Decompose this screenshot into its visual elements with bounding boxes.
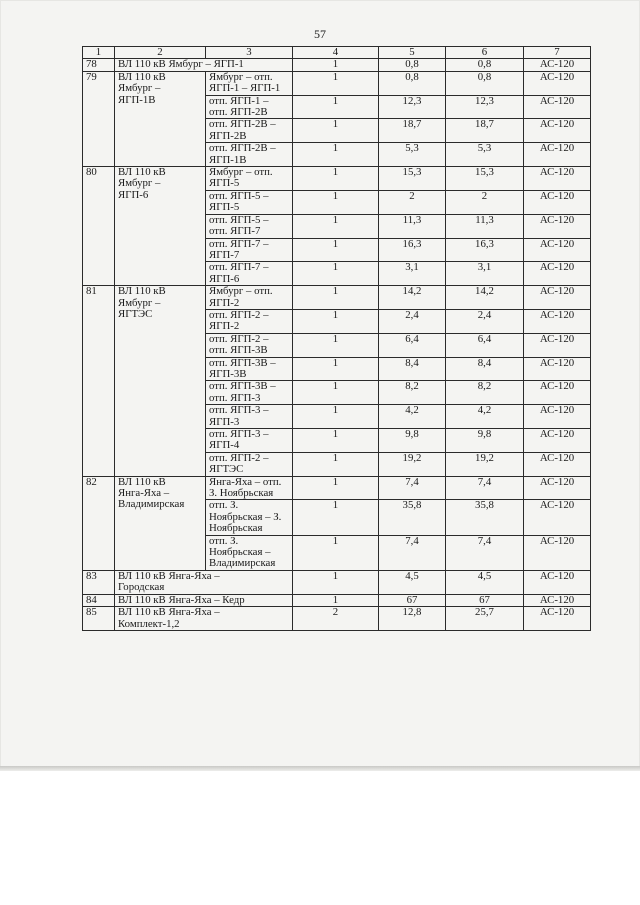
table-row — [83, 167, 591, 191]
segment-route: отп. ЯГП-7 – ЯГП-6 — [206, 262, 293, 286]
total-length: 3,1 — [446, 262, 524, 286]
wire-grade: АС-120 — [524, 59, 591, 71]
total-length: 9,8 — [446, 429, 524, 453]
total-length: 8,4 — [446, 357, 524, 381]
segment-length: 35,8 — [379, 500, 446, 535]
segment-route: отп. ЯГП-2В – ЯГП-1В — [206, 143, 293, 167]
circuit-count: 1 — [293, 429, 379, 453]
segment-length: 6,4 — [379, 333, 446, 357]
total-length: 4,2 — [446, 405, 524, 429]
circuit-count: 1 — [293, 143, 379, 167]
wire-grade: АС-120 — [524, 95, 591, 119]
segment-length: 8,2 — [379, 381, 446, 405]
column-header: 3 — [206, 47, 293, 59]
segment-length: 9,8 — [379, 429, 446, 453]
line-name: ВЛ 110 кВ Ямбург – ЯГТЭС — [115, 286, 206, 477]
circuit-count: 1 — [293, 594, 379, 606]
total-length: 14,2 — [446, 286, 524, 310]
total-length: 35,8 — [446, 500, 524, 535]
page-number: 57 — [314, 27, 326, 41]
column-header: 4 — [293, 47, 379, 59]
segment-route: Ямбург – отп. ЯГП-2 — [206, 286, 293, 310]
total-length: 7,4 — [446, 476, 524, 500]
circuit-count: 1 — [293, 95, 379, 119]
segment-route: Ямбург – отп. ЯГП-1 – ЯГП-1 — [206, 71, 293, 95]
row-number: 79 — [83, 71, 115, 166]
wire-grade: АС-120 — [524, 429, 591, 453]
table-row — [83, 476, 591, 500]
column-header: 1 — [83, 47, 115, 59]
circuit-count: 1 — [293, 333, 379, 357]
total-length: 11,3 — [446, 214, 524, 238]
segment-route: отп. ЯГП-5 – ЯГП-5 — [206, 190, 293, 214]
circuit-count: 1 — [293, 309, 379, 333]
power-lines-table — [82, 46, 591, 631]
total-length: 16,3 — [446, 238, 524, 262]
table-row — [83, 607, 591, 631]
total-length: 18,7 — [446, 119, 524, 143]
total-length: 8,2 — [446, 381, 524, 405]
segment-route: отп. ЯГП-2 – ЯГТЭС — [206, 452, 293, 476]
total-length: 19,2 — [446, 452, 524, 476]
row-number: 82 — [83, 476, 115, 570]
circuit-count: 1 — [293, 535, 379, 570]
segment-length: 4,2 — [379, 405, 446, 429]
wire-grade: АС-120 — [524, 71, 591, 95]
table-row — [83, 59, 591, 71]
wire-grade: АС-120 — [524, 214, 591, 238]
line-name: ВЛ 110 кВ Ямбург – ЯГП-6 — [115, 167, 206, 286]
circuit-count: 1 — [293, 405, 379, 429]
circuit-count: 1 — [293, 357, 379, 381]
row-number: 80 — [83, 167, 115, 286]
wire-grade: АС-120 — [524, 500, 591, 535]
segment-route: отп. ЯГП-7 – ЯГП-7 — [206, 238, 293, 262]
circuit-count: 1 — [293, 476, 379, 500]
segment-length: 16,3 — [379, 238, 446, 262]
circuit-count: 1 — [293, 570, 379, 594]
wire-grade: АС-120 — [524, 286, 591, 310]
circuit-count: 1 — [293, 167, 379, 191]
wire-grade: АС-120 — [524, 476, 591, 500]
segment-length: 18,7 — [379, 119, 446, 143]
segment-length: 19,2 — [379, 452, 446, 476]
total-length: 12,3 — [446, 95, 524, 119]
line-name: ВЛ 110 кВ Янга-Яха – Комплект-1,2 — [115, 607, 293, 631]
row-number: 78 — [83, 59, 115, 71]
wire-grade: АС-120 — [524, 607, 591, 631]
wire-grade: АС-120 — [524, 594, 591, 606]
wire-grade: АС-120 — [524, 333, 591, 357]
circuit-count: 2 — [293, 607, 379, 631]
circuit-count: 1 — [293, 119, 379, 143]
wire-grade: АС-120 — [524, 119, 591, 143]
segment-length: 12,3 — [379, 95, 446, 119]
segment-route: отп. ЯГП-5 – отп. ЯГП-7 — [206, 214, 293, 238]
segment-route: отп. З. Ноябрьская – Владимирская — [206, 535, 293, 570]
segment-length: 2 — [379, 190, 446, 214]
table-row — [83, 286, 591, 310]
segment-route: отп. ЯГП-3 – ЯГП-3 — [206, 405, 293, 429]
wire-grade: АС-120 — [524, 238, 591, 262]
line-name: ВЛ 110 кВ Янга-Яха – Владимирская — [115, 476, 206, 570]
column-header-row — [83, 47, 591, 59]
circuit-count: 1 — [293, 190, 379, 214]
total-length: 0,8 — [446, 59, 524, 71]
wire-grade: АС-120 — [524, 535, 591, 570]
total-length: 2 — [446, 190, 524, 214]
total-length: 2,4 — [446, 309, 524, 333]
circuit-count: 1 — [293, 381, 379, 405]
circuit-count: 1 — [293, 59, 379, 71]
segment-length: 7,4 — [379, 476, 446, 500]
total-length: 67 — [446, 594, 524, 606]
wire-grade: АС-120 — [524, 190, 591, 214]
segment-length: 7,4 — [379, 535, 446, 570]
circuit-count: 1 — [293, 71, 379, 95]
circuit-count: 1 — [293, 214, 379, 238]
wire-grade: АС-120 — [524, 357, 591, 381]
line-name: ВЛ 110 кВ Ямбург – ЯГП-1 — [115, 59, 293, 71]
segment-length: 2,4 — [379, 309, 446, 333]
segment-length: 4,5 — [379, 570, 446, 594]
segment-route: отп. ЯГП-2В – ЯГП-2В — [206, 119, 293, 143]
table-row — [83, 71, 591, 95]
wire-grade: АС-120 — [524, 309, 591, 333]
segment-route: Ямбург – отп. ЯГП-5 — [206, 167, 293, 191]
circuit-count: 1 — [293, 262, 379, 286]
circuit-count: 1 — [293, 452, 379, 476]
segment-length: 0,8 — [379, 59, 446, 71]
circuit-count: 1 — [293, 286, 379, 310]
segment-length: 14,2 — [379, 286, 446, 310]
segment-length: 3,1 — [379, 262, 446, 286]
row-number: 81 — [83, 286, 115, 477]
segment-length: 5,3 — [379, 143, 446, 167]
wire-grade: АС-120 — [524, 381, 591, 405]
wire-grade: АС-120 — [524, 405, 591, 429]
wire-grade: АС-120 — [524, 167, 591, 191]
column-header: 5 — [379, 47, 446, 59]
segment-length: 8,4 — [379, 357, 446, 381]
wire-grade: АС-120 — [524, 570, 591, 594]
segment-length: 12,8 — [379, 607, 446, 631]
total-length: 4,5 — [446, 570, 524, 594]
segment-route: Янга-Яха – отп. З. Ноябрьская — [206, 476, 293, 500]
segment-route: отп. З. Ноябрьская – З. Ноябрьская — [206, 500, 293, 535]
column-header: 6 — [446, 47, 524, 59]
circuit-count: 1 — [293, 500, 379, 535]
wire-grade: АС-120 — [524, 262, 591, 286]
segment-length: 0,8 — [379, 71, 446, 95]
segment-route: отп. ЯГП-3 – ЯГП-4 — [206, 429, 293, 453]
scan-edge — [0, 766, 640, 771]
circuit-count: 1 — [293, 238, 379, 262]
total-length: 25,7 — [446, 607, 524, 631]
row-number: 84 — [83, 594, 115, 606]
segment-route: отп. ЯГП-3В – отп. ЯГП-3 — [206, 381, 293, 405]
line-name: ВЛ 110 кВ Янга-Яха – Кедр — [115, 594, 293, 606]
wire-grade: АС-120 — [524, 452, 591, 476]
total-length: 6,4 — [446, 333, 524, 357]
segment-route: отп. ЯГП-2 – отп. ЯГП-3В — [206, 333, 293, 357]
segment-length: 67 — [379, 594, 446, 606]
segment-route: отп. ЯГП-3В – ЯГП-3В — [206, 357, 293, 381]
total-length: 7,4 — [446, 535, 524, 570]
total-length: 0,8 — [446, 71, 524, 95]
wire-grade: АС-120 — [524, 143, 591, 167]
column-header: 2 — [115, 47, 206, 59]
line-name: ВЛ 110 кВ Ямбург – ЯГП-1В — [115, 71, 206, 166]
table-row — [83, 570, 591, 594]
total-length: 15,3 — [446, 167, 524, 191]
segment-length: 15,3 — [379, 167, 446, 191]
total-length: 5,3 — [446, 143, 524, 167]
segment-route: отп. ЯГП-1 – отп. ЯГП-2В — [206, 95, 293, 119]
table-row — [83, 594, 591, 606]
row-number: 85 — [83, 607, 115, 631]
line-name: ВЛ 110 кВ Янга-Яха – Городская — [115, 570, 293, 594]
row-number: 83 — [83, 570, 115, 594]
column-header: 7 — [524, 47, 591, 59]
segment-route: отп. ЯГП-2 – ЯГП-2 — [206, 309, 293, 333]
segment-length: 11,3 — [379, 214, 446, 238]
